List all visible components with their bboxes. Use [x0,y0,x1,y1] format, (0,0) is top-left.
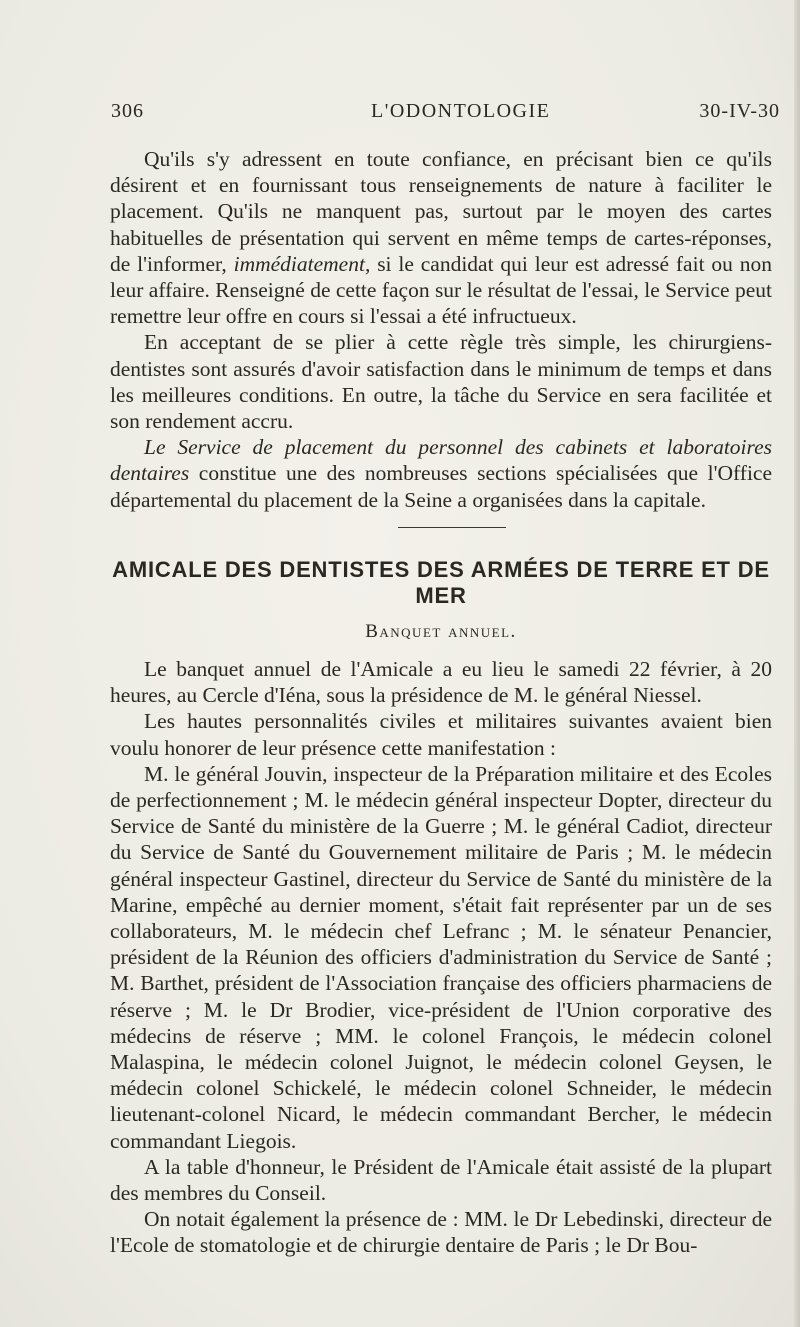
italic-emphasis: immédiatement, [233,251,371,276]
paragraph: A la table d'honneur, le Président de l'Amicale était assisté de la plupart des membres du Conseil. [110,1154,772,1206]
issue-date: 30-IV-30 [699,100,780,122]
paragraph-text: si le candidat qui leur est adressé fait ou non leur affaire. Renseigné de cette façon sur le résultat de l'essai, le Service peut remettre leur offre en cours si l'essai a été infructueux. [110,251,773,329]
paragraph: M. le général Jouvin, inspecteur de la Préparation militaire et des Ecoles de perfectionnement ; M. le médecin général inspecteur Dopter, directeur du Service de Santé du ministère de la Guerre ; M. le général Cadiot, directeur du Service de Santé du Gouvernement militaire de Paris ; M. le médecin général inspecteur Gastinel, directeur du Service de Santé du ministère de la Marine, empêché au dernier moment, s'était fait représenter par un de ses collaborateurs, M. le médecin chef Lefranc ; M. le sénateur Penancier, président de la Réunion des officiers d'administration du Service de Santé ; M. Barthet, président de l'Association française des officiers pharmaciens de réserve ; M. le Dr Brodier, vice-président de l'Union corporative des médecins de réserve ; MM. le colonel François, le médecin colonel Malaspina, le médecin colonel Juignot, le médecin colonel Geysen, le médecin colonel Schickelé, le médecin colonel Schneider, le médecin lieutenant-colonel Nicard, le médecin commandant Bercher, le médecin commandant Liegois. [110,761,772,1153]
paragraph-text: constitue une des nombreuses sections spécialisées que l'Office départemental du placement de la Seine a organisées dans la capitale. [110,461,773,512]
paragraph: Le banquet annuel de l'Amicale a eu lieu le samedi 22 février, à 20 heures, au Cercle d'Iéna, sous la présidence de M. le général Niessel. [110,657,772,708]
page-number: 306 [111,100,144,122]
banquet-article-text [110,656,772,1259]
paragraph: Les hautes personnalités civiles et militaires suivantes avaient bien voulu honorer de leur présence cette manifestation : [110,709,772,760]
section-subtitle: Banquet annuel. [365,621,517,642]
paragraph [110,146,772,329]
paragraph-text: Qu'ils s'y adressent en toute confiance, en précisant bien ce qu'ils désirent et en fournissant tous renseignements de nature à faciliter le placement. Qu'ils ne manquent pas, surtout par le moyen des cartes habituelles de présentation qui servent en même temps de cartes-réponses, de l'informer, [110,147,772,276]
running-header [111,100,780,130]
paragraph [110,434,772,513]
italic-service-name: Le Service de placement du personnel des cabinets et laboratoires dentaires [110,435,772,486]
paragraph: On notait également la présence de : MM. le Dr Lebedinski, directeur de l'Ecole de stomatologie et de chirurgie dentaire de Paris ; le Dr Bou- [110,1207,772,1258]
paragraph: En acceptant de se plier à cette règle très simple, les chirurgiens-dentistes sont assurés d'avoir satisfaction dans le minimum de temps et dans les meilleures conditions. En outre, la tâche du Service en sera facilitée et son rendement accru. [110,330,772,434]
section-divider [398,527,506,528]
page-edge-shadow [794,0,800,1327]
placement-article-text [110,146,772,513]
section-title: AMICALE DES DENTISTES DES ARMÉES DE TERRE ET DE MER [112,557,770,608]
journal-title: L'ODONTOLOGIE [371,100,551,122]
